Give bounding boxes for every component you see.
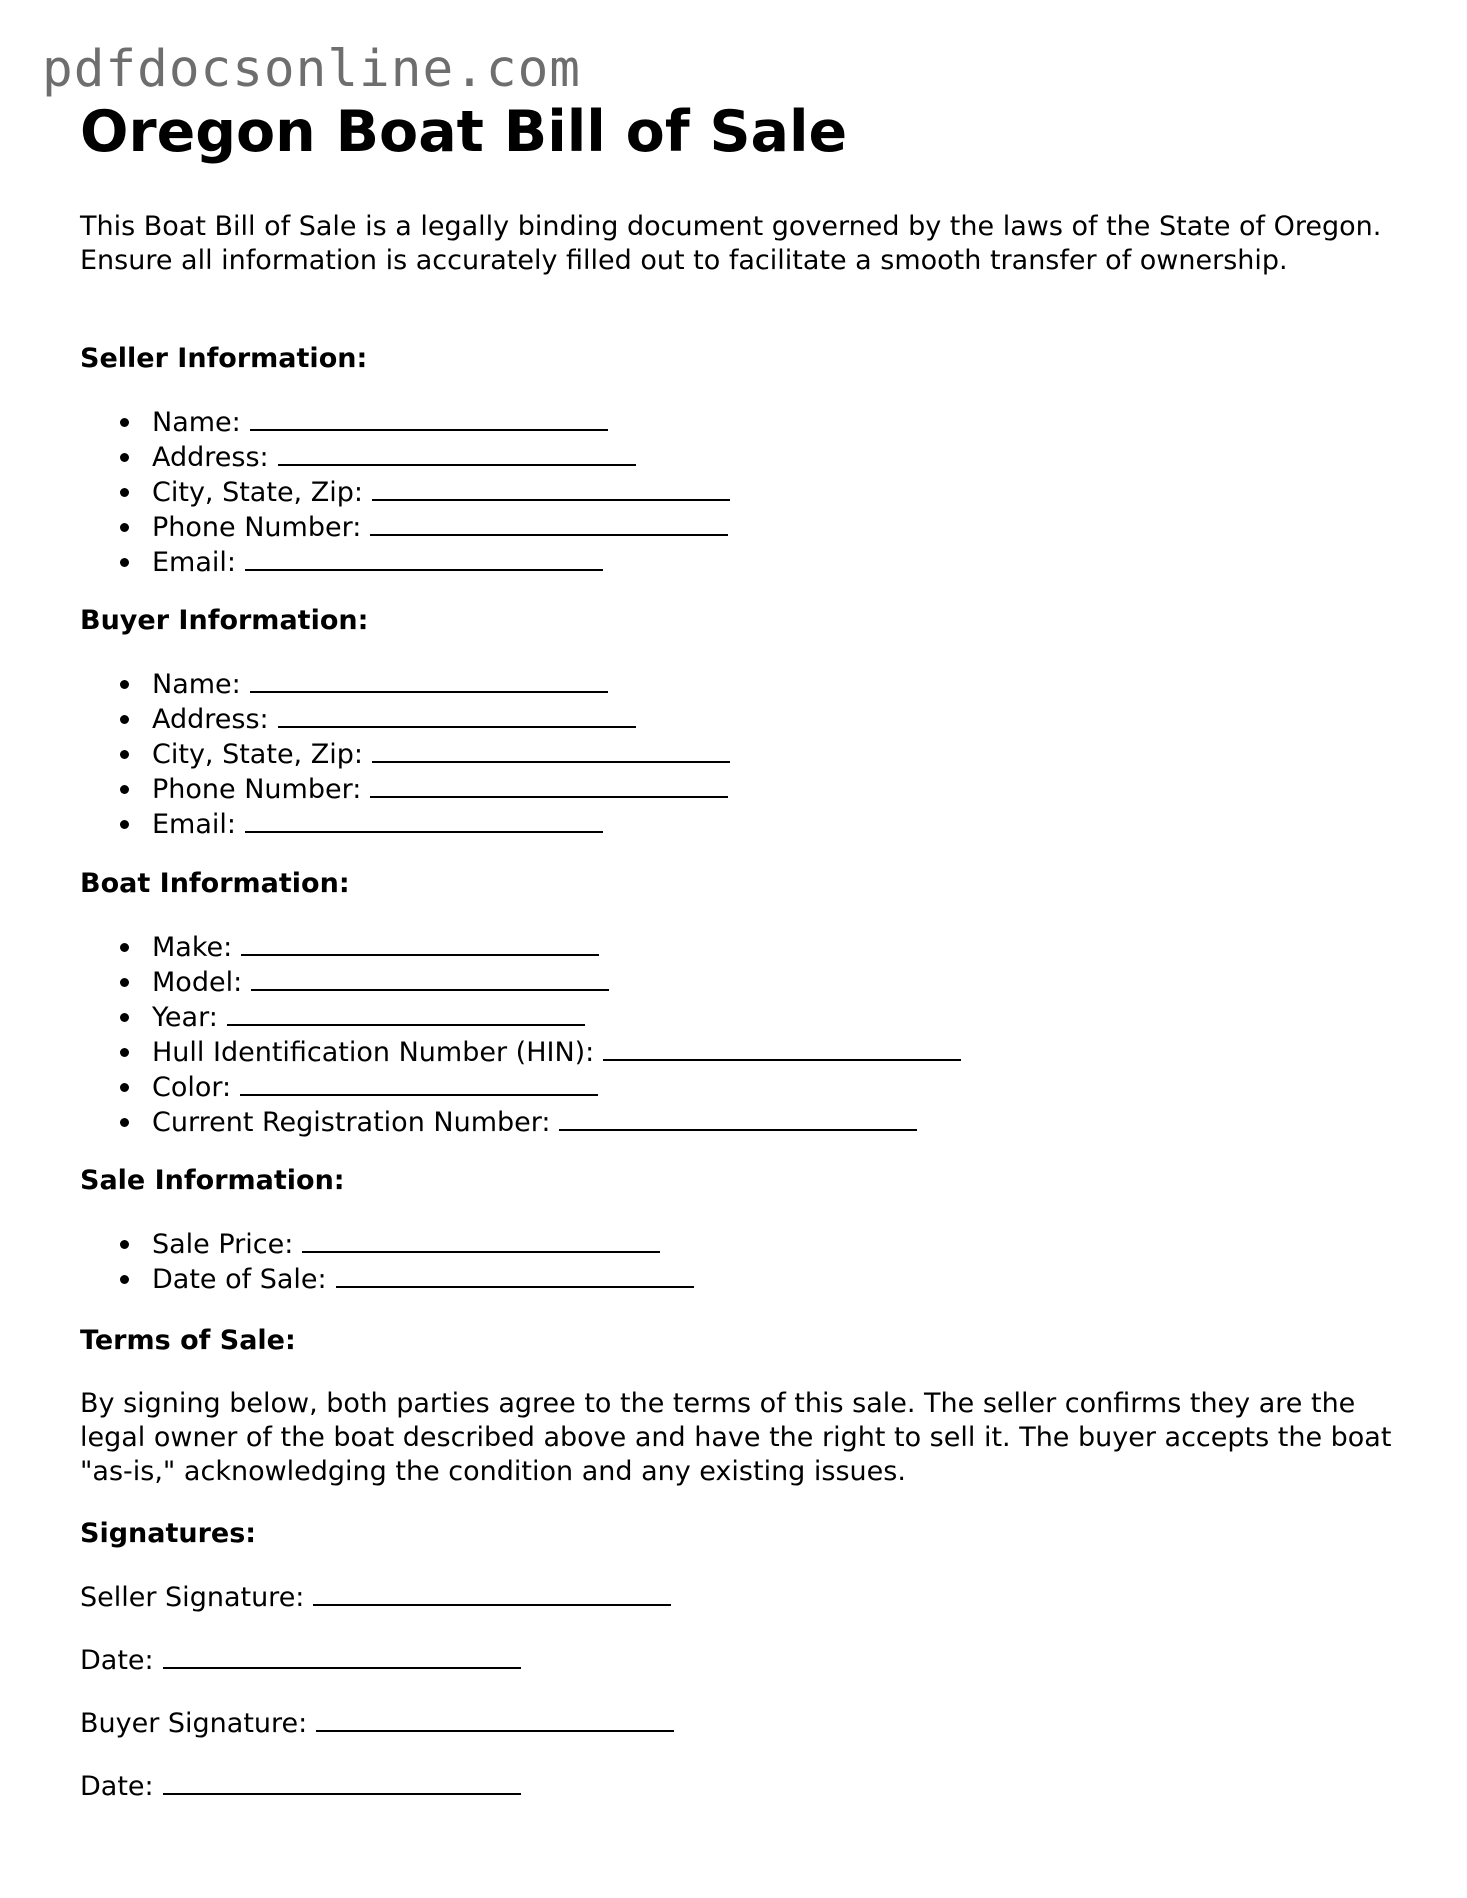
buyer-city-state-zip-field (80, 737, 730, 772)
seller-signature-line (80, 1580, 671, 1615)
sale-field-list (80, 1227, 694, 1297)
seller-name-field (80, 405, 730, 440)
boat-section-heading: Boat Information: (80, 868, 350, 899)
seller-date-blank[interactable] (163, 1643, 521, 1669)
buyer-signature-label: Buyer Signature: (80, 1708, 308, 1739)
seller-phone-field (80, 510, 730, 545)
buyer-date-blank[interactable] (163, 1769, 521, 1795)
boat-make-field (80, 930, 961, 965)
field-label: City, State, Zip: (152, 739, 363, 770)
intro-paragraph: This Boat Bill of Sale is a legally binding document governed by the laws of the State of Oregon. Ensure all information is accurately filled out to facilitate a smooth transfer of ownership. (80, 211, 1382, 276)
bullet-icon (120, 558, 129, 567)
seller-field-list (80, 405, 730, 580)
seller-phone-blank[interactable] (370, 510, 728, 536)
seller-email-blank[interactable] (245, 545, 603, 571)
buyer-signature-line (80, 1706, 674, 1741)
field-label: Color: (152, 1072, 232, 1103)
buyer-phone-blank[interactable] (370, 772, 728, 798)
seller-name-blank[interactable] (250, 405, 608, 431)
boat-model-blank[interactable] (251, 965, 609, 991)
bullet-icon (120, 943, 129, 952)
boat-hin-blank[interactable] (603, 1035, 961, 1061)
buyer-email-field (80, 807, 730, 842)
seller-city-state-zip-blank[interactable] (372, 475, 730, 501)
boat-color-blank[interactable] (240, 1070, 598, 1096)
bullet-icon (120, 1275, 129, 1284)
boat-model-field (80, 965, 961, 1000)
seller-date-label: Date: (80, 1645, 154, 1676)
field-label: Current Registration Number: (152, 1107, 551, 1138)
terms-paragraph: By signing below, both parties agree to the terms of this sale. The seller confirms they are the legal owner of the boat described above and have the right to sell it. The buyer accepts the boat "as-is," acknowledging the condition and any existing issues. (80, 1388, 1392, 1487)
bullet-icon (120, 1083, 129, 1092)
seller-date-line (80, 1643, 521, 1678)
sale-price-field (80, 1227, 694, 1262)
buyer-name-field (80, 667, 730, 702)
boat-year-blank[interactable] (227, 1000, 585, 1026)
field-label: Address: (152, 442, 269, 473)
bullet-icon (120, 680, 129, 689)
buyer-signature-blank[interactable] (316, 1706, 674, 1732)
buyer-date-label: Date: (80, 1771, 154, 1802)
field-label: Date of Sale: (152, 1264, 327, 1295)
seller-email-field (80, 545, 730, 580)
buyer-name-blank[interactable] (250, 667, 608, 693)
sale-date-field (80, 1262, 694, 1297)
bullet-icon (120, 715, 129, 724)
boat-registration-field (80, 1105, 961, 1140)
buyer-address-field (80, 702, 730, 737)
field-label: Hull Identification Number (HIN): (152, 1037, 595, 1068)
bullet-icon (120, 418, 129, 427)
field-label: Phone Number: (152, 512, 362, 543)
bullet-icon (120, 978, 129, 987)
buyer-section-heading: Buyer Information: (80, 605, 369, 636)
bullet-icon (120, 750, 129, 759)
buyer-email-blank[interactable] (245, 807, 603, 833)
sale-price-blank[interactable] (302, 1227, 660, 1253)
bullet-icon (120, 785, 129, 794)
boat-year-field (80, 1000, 961, 1035)
seller-address-blank[interactable] (278, 440, 636, 466)
field-label: Email: (152, 809, 237, 840)
bullet-icon (120, 1118, 129, 1127)
field-label: Address: (152, 704, 269, 735)
bullet-icon (120, 1240, 129, 1249)
buyer-city-state-zip-blank[interactable] (372, 737, 730, 763)
field-label: Sale Price: (152, 1229, 294, 1260)
seller-section-heading: Seller Information: (80, 343, 368, 374)
bullet-icon (120, 523, 129, 532)
sale-section-heading: Sale Information: (80, 1165, 345, 1196)
field-label: City, State, Zip: (152, 477, 363, 508)
field-label: Make: (152, 932, 233, 963)
buyer-field-list (80, 667, 730, 842)
boat-field-list (80, 930, 961, 1140)
buyer-date-line (80, 1769, 521, 1804)
boat-registration-blank[interactable] (559, 1105, 917, 1131)
signatures-section-heading: Signatures: (80, 1518, 257, 1549)
seller-city-state-zip-field (80, 475, 730, 510)
buyer-phone-field (80, 772, 730, 807)
page-title: Oregon Boat Bill of Sale (80, 99, 848, 165)
sale-date-blank[interactable] (336, 1262, 694, 1288)
bullet-icon (120, 1048, 129, 1057)
field-label: Phone Number: (152, 774, 362, 805)
bullet-icon (120, 488, 129, 497)
watermark: pdfdocsonline.com (42, 40, 581, 99)
boat-color-field (80, 1070, 961, 1105)
bullet-icon (120, 1013, 129, 1022)
seller-signature-label: Seller Signature: (80, 1582, 305, 1613)
field-label: Email: (152, 547, 237, 578)
boat-hin-field (80, 1035, 961, 1070)
field-label: Year: (152, 1002, 218, 1033)
field-label: Name: (152, 407, 241, 438)
field-label: Model: (152, 967, 243, 998)
field-label: Name: (152, 669, 241, 700)
bullet-icon (120, 820, 129, 829)
boat-make-blank[interactable] (241, 930, 599, 956)
seller-address-field (80, 440, 730, 475)
terms-section-heading: Terms of Sale: (80, 1325, 296, 1356)
seller-signature-blank[interactable] (313, 1580, 671, 1606)
bullet-icon (120, 453, 129, 462)
buyer-address-blank[interactable] (278, 702, 636, 728)
